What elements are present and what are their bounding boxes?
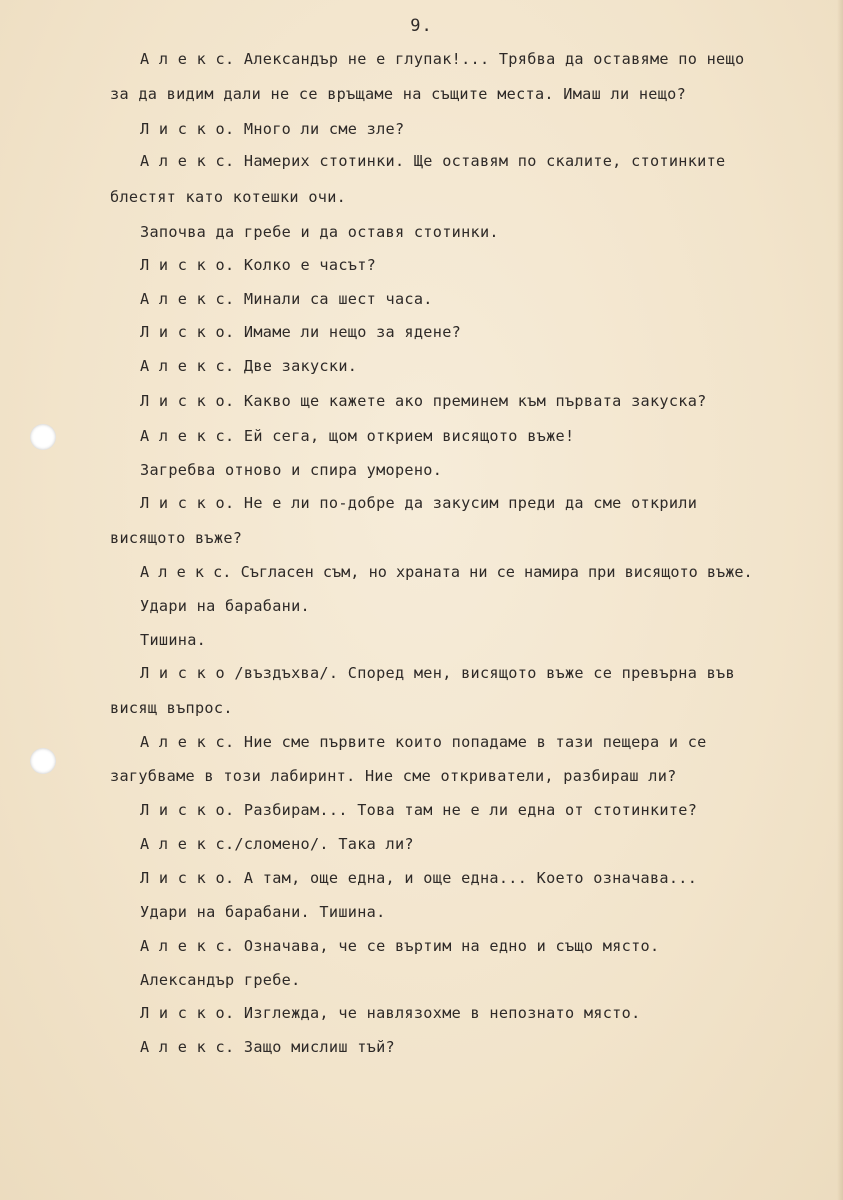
- script-line: висящ въпрос.: [110, 699, 233, 717]
- script-line: А л е к с. Две закуски.: [140, 357, 358, 375]
- script-line: Л и с к о. Колко е часът?: [140, 256, 377, 274]
- script-line: А л е к с./сломено/. Така ли?: [140, 835, 414, 853]
- script-line: Удари на барабани.: [140, 597, 310, 615]
- script-line: Започва да гребе и да оставя стотинки.: [140, 223, 499, 241]
- script-line: Л и с к о. Много ли сме зле?: [140, 120, 405, 138]
- script-line: за да видим дали не се връщаме на същите места. Имаш ли нещо?: [110, 85, 687, 103]
- script-line: А л е к с. Ей сега, щом открием висящото въже!: [140, 427, 575, 445]
- script-line: Л и с к о. Разбирам... Това там не е ли една от стотинките?: [140, 801, 698, 819]
- script-line: Л и с к о. Какво ще кажете ако преминем към първата закуска?: [140, 392, 707, 410]
- script-line: Л и с к о. Изглежда, че навлязохме в непознато място.: [140, 1004, 641, 1022]
- script-line: А л е к с. Александър не е глупак!... Трябва да оставяме по нещо: [140, 50, 745, 68]
- punch-hole: [30, 424, 56, 450]
- punch-hole: [30, 748, 56, 774]
- script-line: Л и с к о. Не е ли по-добре да закусим преди да сме открили: [140, 494, 698, 512]
- script-line: Александър гребе.: [140, 971, 301, 989]
- script-line: висящото въже?: [110, 529, 243, 547]
- script-line: Тишина.: [140, 631, 207, 649]
- script-line: загубваме в този лабиринт. Ние сме откриватели, разбираш ли?: [110, 767, 677, 785]
- script-line: Л и с к о. Имаме ли нещо за ядене?: [140, 323, 462, 341]
- script-line: Удари на барабани. Тишина.: [140, 903, 386, 921]
- script-line: Загребва отново и спира уморено.: [140, 461, 443, 479]
- script-line: А л е к с. Ние сме първите които попадаме в тази пещера и се: [140, 733, 707, 751]
- script-line: Л и с к о. А там, още една, и още една... Което означава...: [140, 869, 698, 887]
- script-line: А л е к с. Означава, че се въртим на едно и също място.: [140, 937, 660, 955]
- script-line: А л е к с. Намерих стотинки. Ще оставям по скалите, стотинките: [140, 152, 726, 170]
- script-line: Л и с к о /въздъхва/. Според мен, висящото въже се превърна във: [140, 664, 735, 682]
- script-line: А л е к с. Съгласен съм, но храната ни се намира при висящото въже.: [140, 563, 753, 581]
- script-line: А л е к с. Минали са шест часа.: [140, 290, 433, 308]
- script-line: блестят като котешки очи.: [110, 188, 347, 206]
- script-line: А л е к с. Защо мислиш тъй?: [140, 1038, 395, 1056]
- page-number: 9.: [410, 16, 433, 36]
